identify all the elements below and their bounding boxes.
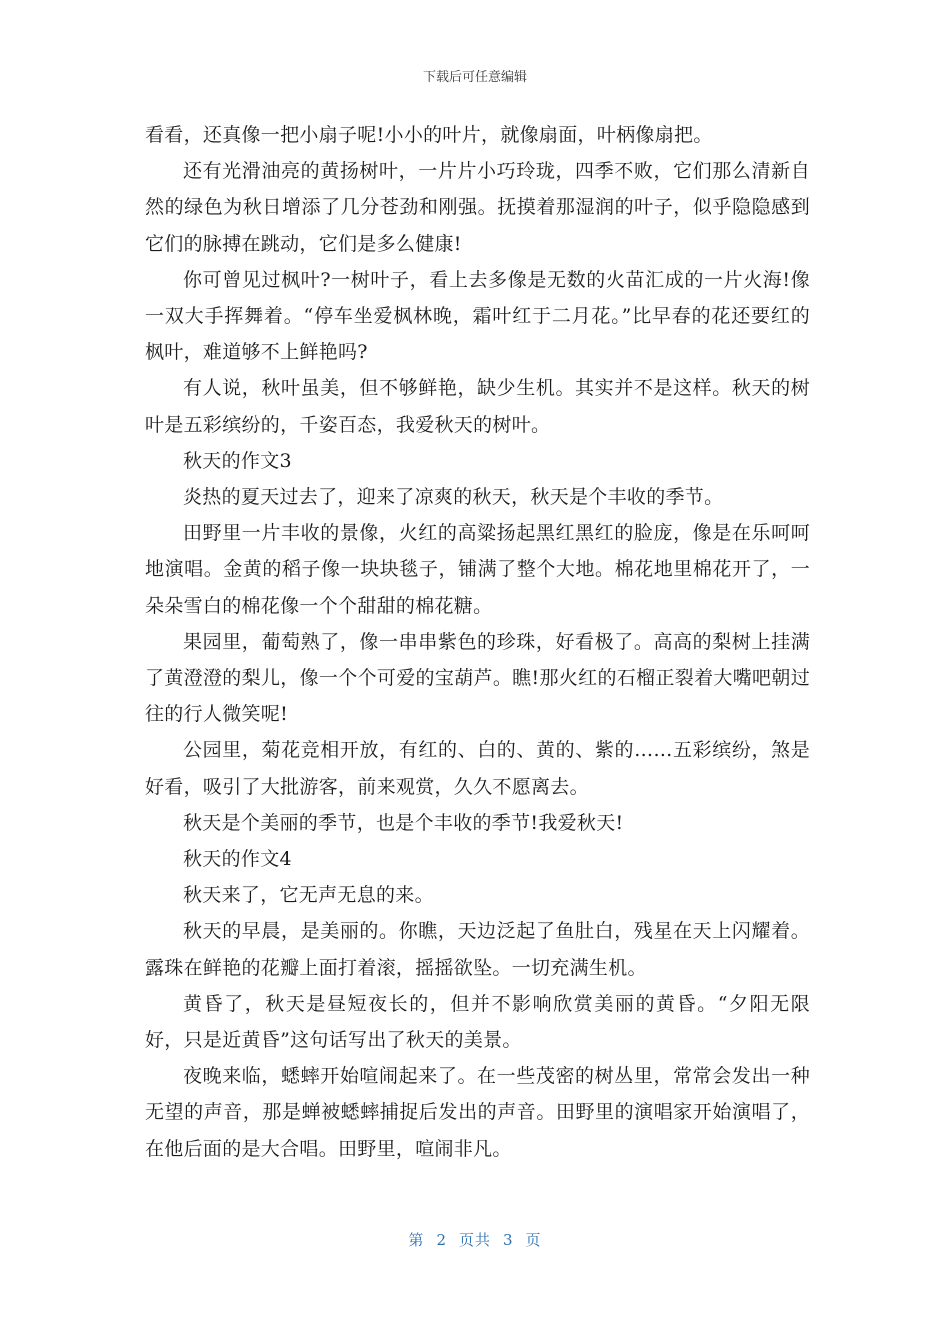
footer-current-page: 2 bbox=[436, 1231, 447, 1249]
paragraph: 秋天的早晨，是美丽的。你瞧，天边泛起了鱼肚白，残星在天上闪耀着。露珠在鲜艳的花瓣上面打着滚，摇摇欲坠。一切充满生机。 bbox=[145, 920, 810, 979]
footer-total-pages: 3 bbox=[503, 1231, 514, 1249]
paragraph: 看看，还真像一把小扇子呢!小小的叶片，就像扇面，叶柄像扇把。 bbox=[145, 124, 713, 146]
footer-label-page: 第 bbox=[408, 1231, 425, 1249]
paragraph: 有人说，秋叶虽美，但不够鲜艳，缺少生机。其实并不是这样。秋天的树叶是五彩缤纷的，千姿百态，我爱秋天的树叶。 bbox=[145, 377, 810, 436]
paragraph: 果园里，葡萄熟了，像一串串紫色的珍珠，好看极了。高高的梨树上挂满了黄澄澄的梨儿，像一个个可爱的宝葫芦。瞧!那火红的石榴正裂着大嘴吧朝过往的行人微笑呢! bbox=[145, 630, 810, 726]
section-heading: 秋天的作文4 bbox=[183, 848, 292, 871]
paragraph: 黄昏了，秋天是昼短夜长的，但并不影响欣赏美丽的黄昏。“夕阳无限好，只是近黄昏”这句话写出了秋天的美景。 bbox=[145, 992, 810, 1052]
paragraph: 田野里一片丰收的景像，火红的高粱扬起黑红黑红的脸庞，像是在乐呵呵地演唱。金黄的稻子像一块块毯子，铺满了整个大地。棉花地里棉花开了，一朵朵雪白的棉花像一个个甜甜的棉花糖。 bbox=[145, 522, 810, 617]
paragraph: 秋天是个美丽的季节，也是个丰收的季节!我爱秋天! bbox=[183, 811, 624, 834]
paragraph: 还有光滑油亮的黄扬树叶，一片片小巧玲珑，四季不败，它们那么清新自然的绿色为秋日增添了几分苍劲和刚强。抚摸着那湿润的叶子，似乎隐隐感到它们的脉搏在跳动，它们是多么健康! bbox=[145, 160, 810, 255]
footer-label-of: 页共 bbox=[458, 1231, 491, 1249]
page-footer bbox=[0, 1229, 950, 1250]
section-heading: 秋天的作文3 bbox=[183, 449, 292, 472]
paragraph: 公园里，菊花竞相开放，有红的、白的、黄的、紫的……五彩缤纷，煞是好看，吸引了大批游客，前来观赏，久久不愿离去。 bbox=[145, 739, 810, 798]
paragraph: 夜晚来临，蟋蟀开始喧闹起来了。在一些茂密的树丛里，常常会发出一种无望的声音，那是蝉被蟋蟀捕捉后发出的声音。田野里的演唱家开始演唱了，在他后面的是大合唱。田野里，喧闹非凡。 bbox=[145, 1065, 810, 1160]
footer-label-end: 页 bbox=[525, 1231, 542, 1249]
paragraph: 炎热的夏天过去了，迎来了凉爽的秋天，秋天是个丰收的季节。 bbox=[183, 486, 724, 509]
paragraph: 秋天来了，它无声无息的来。 bbox=[183, 884, 434, 907]
paragraph: 你可曾见过枫叶?一树叶子，看上去多像是无数的火苗汇成的一片火海!像一双大手挥舞着。“停车坐爱枫林晚，霜叶红于二月花。”比早春的花还要红的枫叶，难道够不上鲜艳吗? bbox=[145, 268, 810, 364]
page-header: 下载后可任意编辑 bbox=[422, 70, 527, 85]
document-body bbox=[145, 117, 810, 1167]
